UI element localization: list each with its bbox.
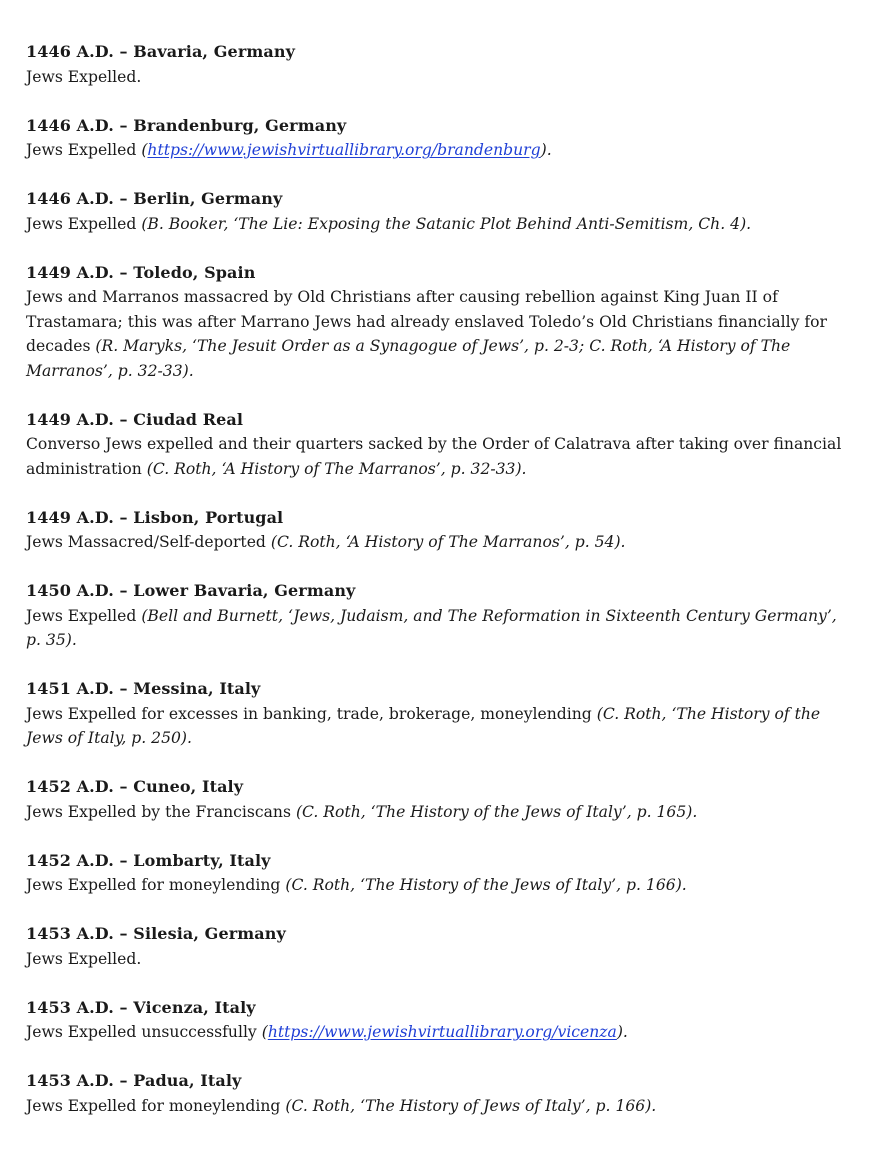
entry-toledo-1449 [26, 261, 856, 384]
entry-body [26, 285, 856, 383]
entry-text: Jews Expelled. [26, 67, 142, 86]
entry-heading: 1449 A.D. – Lisbon, Portugal [26, 507, 284, 527]
entry-text: Jews Expelled [26, 606, 142, 625]
entry-body [26, 530, 856, 555]
entry-heading: 1453 A.D. – Vicenza, Italy [26, 997, 256, 1017]
entry-heading: 1450 A.D. – Lower Bavaria, Germany [26, 581, 356, 600]
entry-vicenza-1453 [26, 996, 856, 1045]
entry-citation: (B. Booker, ‘The Lie: Exposing the Satanic Plot Behind Anti-Semitism, Ch. 4). [141, 214, 752, 233]
entry-heading: 1451 A.D. – Messina, Italy [26, 679, 261, 698]
entry-body [26, 800, 856, 825]
entry-cuneo-1452 [26, 775, 856, 824]
brandenburg-link[interactable]: https://www.jewishvirtuallibrary.org/brandenburg [147, 141, 541, 159]
entry-citation: (C. Roth, ‘The History of the Jews of Italy’, p. 165). [295, 802, 698, 821]
entry-lombarty-1452 [26, 849, 856, 898]
entry-body [26, 604, 856, 653]
entry-citation: (C. Roth, ‘The History of Jews of Italy’, p. 166). [285, 1096, 657, 1115]
entry-heading: 1452 A.D. – Lombarty, Italy [26, 850, 271, 870]
entry-heading: 1452 A.D. – Cuneo, Italy [26, 777, 244, 796]
entry-lisbon-1449 [26, 506, 856, 555]
entry-body [26, 138, 856, 163]
entry-lower-bavaria-1450 [26, 579, 856, 653]
entry-text: Jews Expelled for moneylending [26, 1096, 286, 1115]
entry-body [26, 212, 856, 237]
entry-text: Jews Massacred/Self-deported [26, 533, 271, 551]
entry-text: Jews and Marranos massacred by Old Christians after causing rebellion against King Juan II of Trastamara; this was after Marrano Jews had already enslaved Toledo’s Old Christians financially for decades [26, 288, 827, 355]
entry-body [26, 873, 856, 898]
entry-citation: (C. Roth, ‘The History of the Jews of Italy’, p. 166). [285, 876, 687, 894]
entry-heading: 1453 A.D. – Padua, Italy [26, 1071, 242, 1090]
entry-heading: 1446 A.D. – Brandenburg, Germany [26, 115, 347, 135]
citation-open-paren: ( [261, 1023, 268, 1041]
entry-text: Jews Expelled for moneylending [26, 876, 286, 894]
entry-heading: 1449 A.D. – Ciudad Real [26, 409, 244, 429]
entry-body [26, 1020, 856, 1045]
citation-close-paren: ). [540, 141, 552, 159]
citation-close-paren: ). [616, 1023, 628, 1041]
entry-text: Jews Expelled unsuccessfully [26, 1023, 262, 1041]
entry-citation: (C. Roth, ‘A History of The Marranos’, p. 32-33). [146, 459, 527, 478]
entry-text: Jews Expelled for excesses in banking, trade, brokerage, moneylending [26, 704, 597, 723]
entry-silesia-1453 [26, 922, 856, 971]
entry-bavaria-1446 [26, 40, 856, 89]
entry-text: Converso Jews expelled and their quarters sacked by the Order of Calatrava after taking over financial administration [26, 435, 842, 478]
entry-heading: 1449 A.D. – Toledo, Spain [26, 262, 256, 282]
entry-citation: (C. Roth, ‘A History of The Marranos’, p. 54). [270, 533, 626, 551]
entry-messina-1451 [26, 677, 856, 751]
entry-heading: 1446 A.D. – Bavaria, Germany [26, 42, 295, 61]
entry-text: Jews Expelled [26, 214, 142, 233]
entry-text: Jews Expelled. [26, 949, 142, 968]
entry-berlin-1446 [26, 187, 856, 236]
entry-body [26, 432, 856, 481]
entry-body [26, 65, 856, 90]
entry-citation: (R. Maryks, ‘The Jesuit Order as a Synagogue of Jews’, p. 2-3; C. Roth, ‘A History of The Marranos’, p. 32-33). [26, 337, 791, 380]
entry-text: Jews Expelled by the Franciscans [26, 802, 296, 821]
entry-text: Jews Expelled [26, 141, 142, 159]
entry-body [26, 1094, 856, 1119]
entry-padua-1453 [26, 1069, 856, 1118]
entry-heading: 1446 A.D. – Berlin, Germany [26, 189, 283, 208]
vicenza-link[interactable]: https://www.jewishvirtuallibrary.org/vicenza [267, 1023, 617, 1041]
entry-ciudad-real-1449 [26, 408, 856, 482]
entry-body [26, 702, 856, 751]
entry-heading: 1453 A.D. – Silesia, Germany [26, 924, 286, 943]
document-page [26, 40, 856, 1143]
entry-citation: (Bell and Burnett, ‘Jews, Judaism, and The Reformation in Sixteenth Century Germany’, p. 35). [26, 606, 837, 649]
entry-citation: (C. Roth, ‘The History of the Jews of Italy, p. 250). [26, 704, 821, 747]
entry-brandenburg-1446 [26, 114, 856, 163]
citation-open-paren: ( [141, 141, 148, 159]
entry-body [26, 947, 856, 972]
